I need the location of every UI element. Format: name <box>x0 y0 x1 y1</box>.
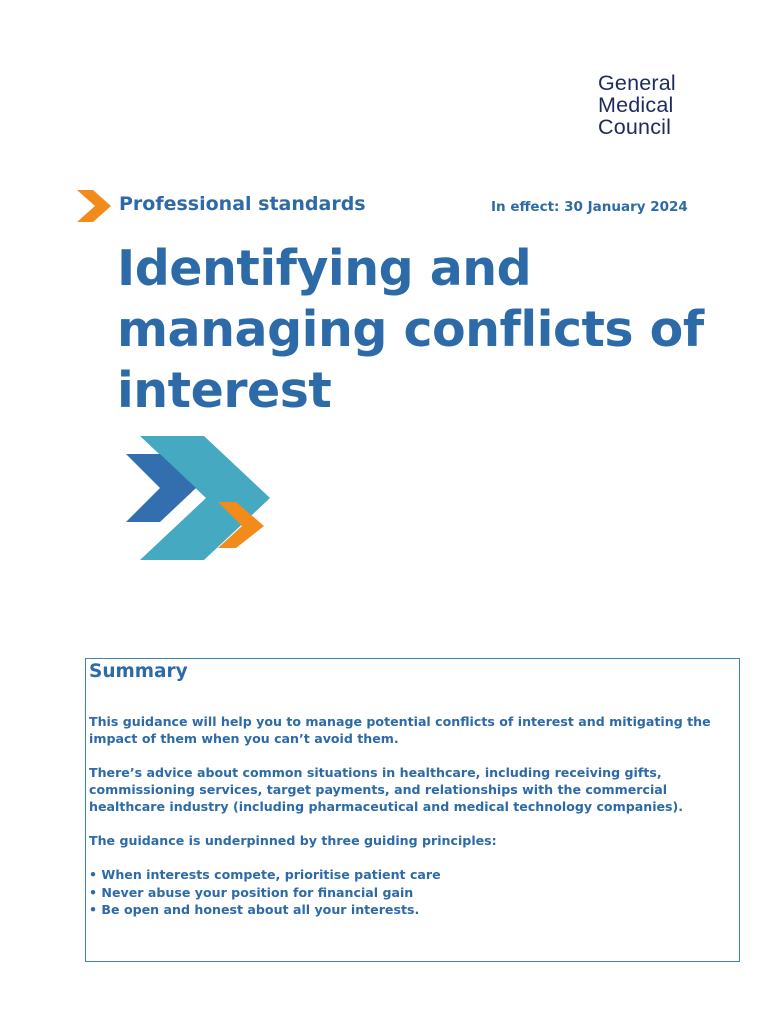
arrows-graphic-icon <box>124 436 274 562</box>
orange-chevron-icon <box>77 190 111 224</box>
section-label: Professional standards <box>119 193 366 215</box>
summary-paragraph-3: The guidance is underpinned by three guiding principles: <box>89 833 497 848</box>
logo-line-2: Medical <box>598 93 674 117</box>
summary-paragraph-2: There’s advice about common situations in healthcare, including receiving gifts, commissioning services, target payments, and relationships with the commercial healthcare industry (including pharmaceutical and medical technology companies). <box>89 765 684 814</box>
gmc-logo <box>598 72 728 138</box>
summary-paragraph-1: This guidance will help you to manage potential conflicts of interest and mitigating the impact of them when you can’t avoid them. <box>89 714 711 746</box>
principle-item: • Never abuse your position for financial gain <box>89 884 414 900</box>
principles-list <box>89 866 736 919</box>
principle-item: • When interests compete, prioritise patient care <box>89 867 441 882</box>
summary-box <box>85 658 740 962</box>
logo-line-3: Council <box>598 115 672 139</box>
effective-date: In effect: 30 January 2024 <box>491 199 688 215</box>
summary-heading: Summary <box>89 661 188 682</box>
principle-item: • Be open and honest about all your interests. <box>89 902 420 917</box>
page-title <box>117 238 757 421</box>
title-line-3: interest <box>117 362 332 419</box>
title-line-1: Identifying and <box>117 240 532 297</box>
logo-line-1: General <box>598 71 676 95</box>
title-line-2: managing conflicts of <box>117 301 704 358</box>
